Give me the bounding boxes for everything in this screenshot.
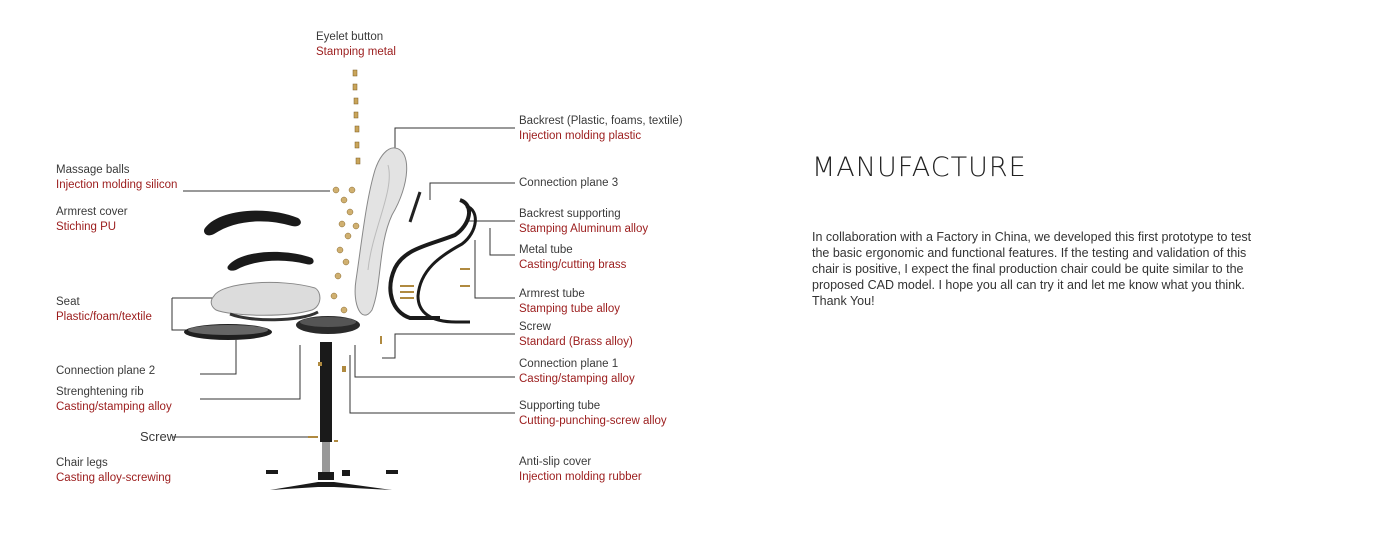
part-process: Plastic/foam/textile <box>56 311 152 323</box>
supporting-tube-part <box>320 342 332 442</box>
label-supporting-tube <box>519 399 667 429</box>
leader-lines <box>172 128 515 437</box>
label-armrest-cover <box>56 205 128 235</box>
part-name: Screw <box>140 429 177 444</box>
eyelet-buttons <box>353 70 360 164</box>
part-name: Armrest cover <box>56 206 128 218</box>
label-armrest-tube <box>519 287 620 317</box>
part-name: Connection plane 1 <box>519 358 619 370</box>
part-name: Armrest tube <box>519 288 585 300</box>
gas-lift-base <box>318 472 334 480</box>
part-process: Casting/cutting brass <box>519 259 627 271</box>
connection-plane-2-top <box>188 325 268 335</box>
armrest-cover-lower <box>227 252 313 271</box>
label-backrest <box>519 114 683 144</box>
label-screw-left <box>140 429 176 444</box>
label-massage-balls <box>56 163 177 193</box>
part-name: Backrest supporting <box>519 208 621 220</box>
label-connection-plane-3 <box>519 176 618 191</box>
label-seat <box>56 295 152 325</box>
label-anti-slip-cover <box>519 455 642 485</box>
part-name: Massage balls <box>56 164 130 176</box>
label-strenghtening-rib <box>56 385 172 415</box>
part-name: Backrest (Plastic, foams, textile) <box>519 115 683 127</box>
part-process: Standard (Brass alloy) <box>519 336 633 348</box>
part-process: Stamping tube alloy <box>519 303 621 315</box>
part-process: Casting/stamping alloy <box>519 373 635 385</box>
part-name: Anti-slip cover <box>519 456 592 468</box>
label-eyelet-button <box>316 30 396 60</box>
part-name: Strenghtening rib <box>56 386 144 398</box>
part-name: Metal tube <box>519 244 573 256</box>
metal-tube-bits <box>400 268 470 299</box>
label-screw-right <box>519 320 633 350</box>
chair-legs-base <box>270 482 392 490</box>
part-name: Connection plane 3 <box>519 177 619 189</box>
label-connection-plane-2 <box>56 364 155 379</box>
part-process: Injection molding silicon <box>56 179 178 191</box>
label-chair-legs <box>56 456 171 486</box>
part-name: Chair legs <box>56 457 108 469</box>
label-connection-plane-1 <box>519 357 635 387</box>
part-process: Stiching PU <box>56 221 117 233</box>
armrest-cover-upper <box>204 211 301 236</box>
label-metal-tube <box>519 243 626 273</box>
part-name: Eyelet button <box>316 31 384 43</box>
part-process: Casting/stamping alloy <box>56 401 172 413</box>
part-process: Injection molding rubber <box>519 471 642 483</box>
description-paragraph: In collaboration with a Factory in China, we developed this first prototype to test the basic ergonomic and functional features. If the testing and validation of this chair is positive, I expect the final production chair could be quite similar to the proposed CAD model. I hope you all can try it and let me know what you think. Thank You! <box>812 230 1252 308</box>
part-name: Seat <box>56 296 80 308</box>
part-name: Supporting tube <box>519 400 601 412</box>
part-name: Connection plane 2 <box>56 365 156 377</box>
seat-cushion <box>211 282 320 315</box>
section-heading: MANUFACTURE <box>812 152 1027 183</box>
part-name: Screw <box>519 321 551 333</box>
gas-lift-piston <box>322 442 330 472</box>
connection-plane-1-top <box>300 317 356 327</box>
part-process: Casting alloy-screwing <box>56 472 172 484</box>
part-process: Cutting-punching-screw alloy <box>519 415 667 427</box>
backrest-shell <box>355 148 407 315</box>
part-process: Stamping metal <box>316 46 396 58</box>
screws <box>308 336 382 442</box>
label-backrest-supporting <box>519 207 648 237</box>
part-process: Injection molding plastic <box>519 130 642 142</box>
part-process: Stamping Aluminum alloy <box>519 223 649 235</box>
connection-plane-3-part <box>410 192 420 222</box>
armrest-tube-frame <box>390 200 469 318</box>
